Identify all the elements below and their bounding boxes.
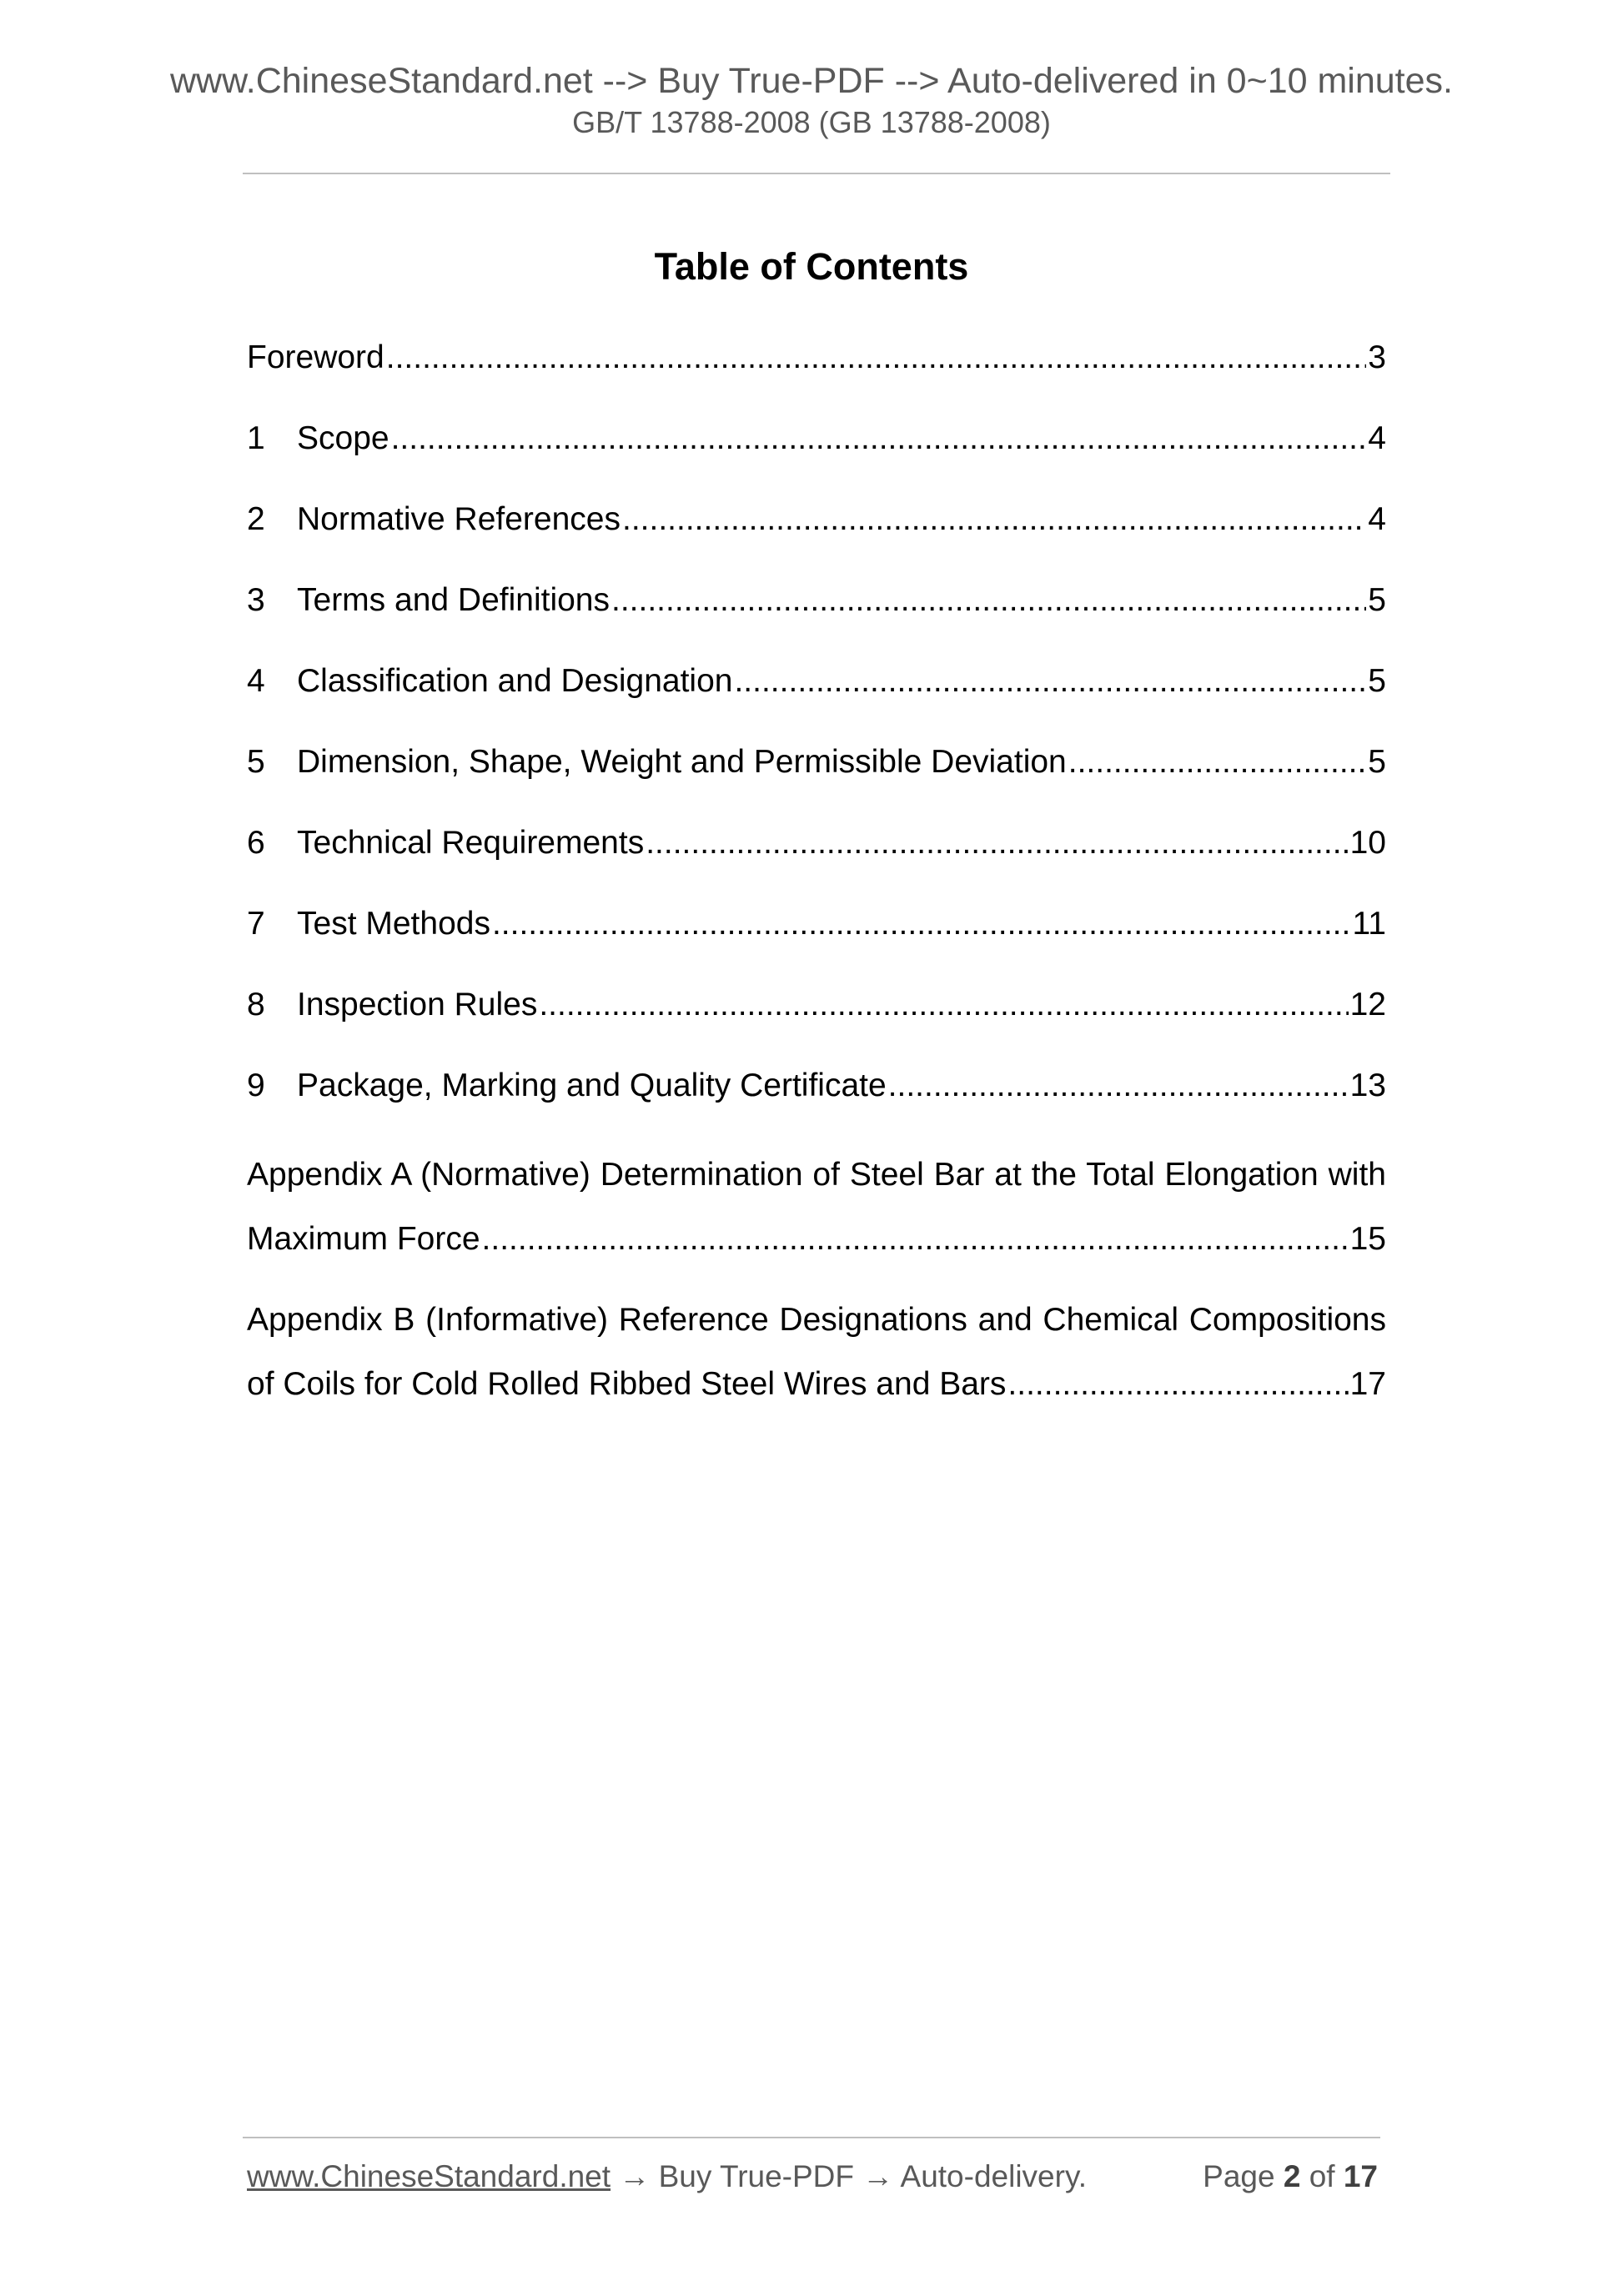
toc-entry-number: 9	[247, 1068, 265, 1103]
toc-entry-test-methods[interactable]	[247, 900, 1386, 948]
toc-entry-inspection-rules[interactable]	[247, 981, 1386, 1029]
toc-entry-page: 3	[1368, 339, 1386, 375]
toc-entry-page: 17	[1349, 1366, 1386, 1402]
toc-entry-label: Package, Marking and Quality Certificate	[297, 1068, 887, 1103]
page-number	[1203, 2156, 1378, 2198]
toc-entry-dimension-shape-weight[interactable]	[247, 738, 1386, 786]
page-number-current: 2	[1283, 2159, 1301, 2193]
toc-entry-label-continued: Maximum Force	[247, 1221, 480, 1257]
toc-leader-dots	[1068, 738, 1367, 786]
toc-entry-page: 5	[1368, 582, 1386, 618]
toc-leader-dots	[646, 819, 1348, 867]
toc-entry-number: 7	[247, 906, 265, 942]
header-banner-text: www.ChineseStandard.net --> Buy True-PDF --> Auto-delivered in 0~10 minutes.	[169, 61, 1453, 101]
toc-entry-label: Scope	[297, 420, 389, 456]
toc-entry-number: 2	[247, 501, 265, 537]
table-of-contents	[247, 334, 1386, 1433]
toc-leader-dots	[391, 414, 1367, 463]
toc-entry-page: 12	[1349, 987, 1386, 1022]
toc-entry-package-marking[interactable]	[247, 1062, 1386, 1110]
toc-entry-scope[interactable]	[247, 414, 1386, 463]
toc-entry-label: Classification and Designation	[297, 663, 733, 699]
toc-entry-label: Foreword	[247, 339, 384, 375]
page-number-separator: of	[1300, 2159, 1344, 2193]
toc-leader-dots	[492, 900, 1351, 948]
page-number-prefix: Page	[1203, 2159, 1284, 2193]
toc-entry-label: Terms and Definitions	[297, 582, 610, 618]
toc-entry-page: 10	[1349, 825, 1386, 861]
toc-entry-terms-definitions[interactable]	[247, 576, 1386, 625]
toc-entry-number: 3	[247, 582, 265, 618]
toc-entry-technical-requirements[interactable]	[247, 819, 1386, 867]
toc-leader-dots	[482, 1207, 1349, 1271]
toc-entry-label: Appendix B (Informative) Reference Designations and Chemical Compositions	[247, 1302, 1386, 1338]
toc-entry-label: Dimension, Shape, Weight and Permissible Deviation	[297, 744, 1067, 780]
toc-entry-page: 15	[1349, 1221, 1386, 1257]
toc-entry-foreword[interactable]	[247, 334, 1386, 382]
toc-entry-label: Normative References	[297, 501, 621, 537]
toc-leader-dots	[1007, 1352, 1348, 1416]
toc-entry-number: 5	[247, 744, 265, 780]
header-standard-number: GB/T 13788-2008 (GB 13788-2008)	[572, 105, 1051, 139]
footer-banner	[247, 2156, 1087, 2198]
header-divider	[243, 173, 1390, 174]
toc-entry-label: Appendix A (Normative) Determination of Steel Bar at the Total Elongation with	[247, 1157, 1386, 1193]
toc-entry-normative-references[interactable]	[247, 495, 1386, 544]
toc-leader-dots	[611, 576, 1366, 625]
footer-divider	[243, 2137, 1380, 2138]
toc-entry-label: Test Methods	[297, 906, 490, 942]
toc-entry-appendix-a[interactable]	[247, 1143, 1386, 1271]
footer-site-link[interactable]: www.ChineseStandard.net	[247, 2159, 611, 2193]
toc-entry-page: 5	[1368, 663, 1386, 699]
toc-leader-dots	[622, 495, 1366, 544]
toc-entry-page: 11	[1352, 906, 1386, 942]
toc-leader-dots	[539, 981, 1348, 1029]
footer-banner-text: → Buy True-PDF → Auto-delivery.	[611, 2159, 1087, 2193]
toc-entry-label: Technical Requirements	[297, 825, 645, 861]
toc-entry-classification-designation[interactable]	[247, 657, 1386, 706]
toc-entry-label-continued: of Coils for Cold Rolled Ribbed Steel Wires and Bars	[247, 1366, 1007, 1402]
toc-entry-label: Inspection Rules	[297, 987, 538, 1022]
toc-leader-dots	[386, 334, 1367, 382]
toc-entry-number: 1	[247, 420, 265, 456]
toc-entry-page: 4	[1368, 420, 1386, 456]
toc-entry-page: 13	[1349, 1068, 1386, 1103]
toc-entry-number: 8	[247, 987, 265, 1022]
toc-entry-number: 6	[247, 825, 265, 861]
toc-leader-dots	[888, 1062, 1349, 1110]
toc-title: Table of Contents	[654, 245, 969, 288]
toc-entry-appendix-b[interactable]	[247, 1288, 1386, 1416]
toc-entry-page: 4	[1368, 501, 1386, 537]
toc-entry-page: 5	[1368, 744, 1386, 780]
page-number-total: 17	[1343, 2159, 1378, 2193]
toc-leader-dots	[734, 657, 1366, 706]
page-header	[0, 58, 1623, 142]
toc-entry-number: 4	[247, 663, 265, 699]
